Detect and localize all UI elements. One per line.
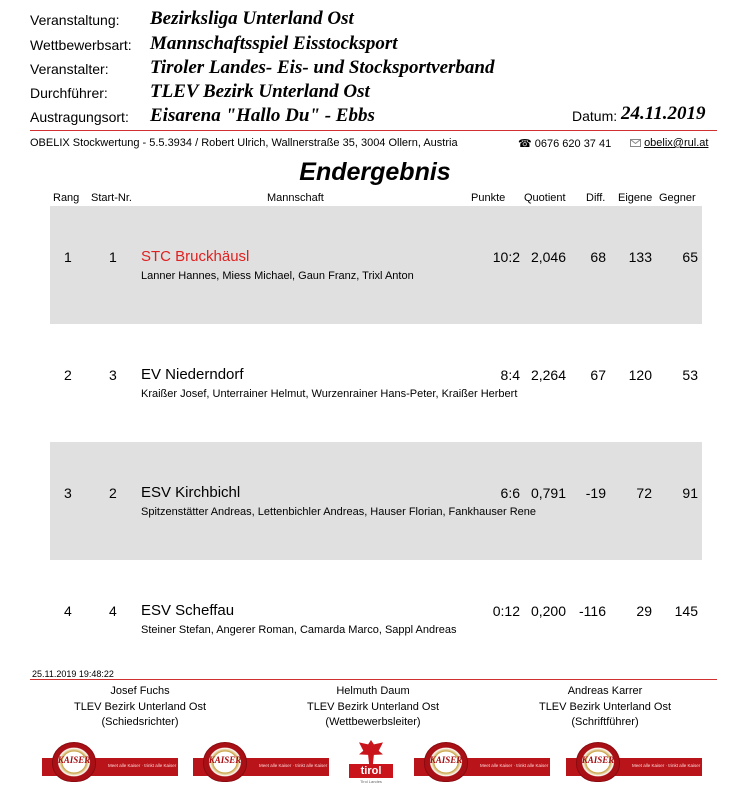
kaiser-slogan: Meet alle Kaiser · trinkt alle Kaiser	[108, 763, 177, 768]
diff-cell: 67	[590, 367, 606, 383]
table-row	[50, 324, 702, 442]
col-header-punkte: Punkte	[471, 192, 506, 204]
kaiser-beer-logo	[42, 740, 178, 784]
print-timestamp: 25.11.2019 19:48:22	[32, 669, 114, 679]
info-value: TLEV Bezirk Unterland Ost	[150, 81, 370, 102]
tirol-subtitle: Tirol Landes	[360, 779, 382, 784]
start-cell: 3	[109, 367, 117, 383]
kaiser-wordmark: KAISER	[57, 755, 91, 765]
team-players: Lanner Hannes, Miess Michael, Gaun Franz, Trixl Anton	[141, 270, 414, 282]
eigene-cell: 29	[636, 603, 652, 619]
team-players: Spitzenstätter Andreas, Lettenbichler Andreas, Hauser Florian, Fankhauser Rene	[141, 506, 537, 518]
envelope-icon	[630, 139, 641, 147]
official-wettbewerbsleiter	[273, 684, 473, 731]
col-header-eigene: Eigene	[618, 192, 653, 204]
quotient-cell: 0,791	[530, 485, 566, 501]
team-name: ESV Kirchbichl	[141, 484, 241, 501]
gegner-cell: 145	[674, 603, 698, 619]
info-label: Wettbewerbsart:	[30, 37, 132, 53]
gegner-cell: 53	[682, 367, 698, 383]
quotient-cell: 0,200	[530, 603, 566, 619]
tirol-wordmark: tirol	[349, 764, 393, 778]
datum-label: Datum:	[572, 108, 618, 124]
diff-cell: -19	[585, 485, 606, 501]
official-name: Josef Fuchs	[110, 685, 170, 697]
team-players: Steiner Stefan, Angerer Roman, Camarda Marco, Sappl Andreas	[141, 624, 457, 636]
email-link[interactable]: obelix@rul.at	[644, 137, 709, 149]
eigene-cell: 72	[636, 485, 652, 501]
gegner-cell: 91	[682, 485, 698, 501]
info-label: Durchführer:	[30, 85, 108, 101]
table-row	[50, 560, 702, 678]
info-value: Mannschaftsspiel Eisstocksport	[150, 33, 398, 54]
punkte-cell: 8:4	[500, 367, 520, 383]
table-row	[50, 442, 702, 560]
team-name: ESV Scheffau	[141, 602, 235, 619]
official-org: TLEV Bezirk Unterland Ost	[538, 700, 672, 713]
kaiser-slogan: Meet alle Kaiser · trinkt alle Kaiser	[480, 763, 549, 768]
info-label: Veranstaltung:	[30, 12, 120, 28]
punkte-cell: 10:2	[492, 249, 520, 265]
start-cell: 1	[109, 249, 117, 265]
official-org: TLEV Bezirk Unterland Ost	[73, 700, 207, 713]
team-players: Kraißer Josef, Unterrainer Helmut, Wurzenrainer Hans-Peter, Kraißer Herbert	[141, 388, 518, 400]
col-header-quotient: Quotient	[524, 192, 566, 204]
eigene-cell: 120	[628, 367, 652, 383]
team-name: STC Bruckhäusl	[141, 248, 250, 265]
gegner-cell: 65	[682, 249, 698, 265]
team-name: EV Niederndorf	[141, 366, 244, 383]
official-name: Andreas Karrer	[567, 685, 643, 697]
phone-number: ☎ 0676 620 37 41	[518, 138, 612, 150]
kaiser-slogan: Meet alle Kaiser · trinkt alle Kaiser	[259, 763, 328, 768]
col-header-team: Mannschaft	[267, 192, 324, 204]
tirol-logo	[349, 740, 393, 784]
info-value: Eisarena "Hallo Du" - Ebbs	[150, 105, 375, 126]
kaiser-beer-logo	[414, 740, 550, 784]
punkte-cell: 6:6	[500, 485, 520, 501]
kaiser-beer-logo	[193, 740, 329, 784]
col-header-start: Start-Nr.	[91, 192, 132, 204]
rang-cell: 3	[64, 485, 72, 501]
quotient-cell: 2,264	[530, 367, 566, 383]
info-label: Austragungsort:	[30, 109, 129, 125]
start-cell: 2	[109, 485, 117, 501]
official-role: (Schiedsrichter)	[101, 716, 179, 728]
kaiser-wordmark: KAISER	[429, 755, 463, 765]
start-cell: 4	[109, 603, 117, 619]
diff-cell: -116	[579, 603, 606, 619]
datum-value: 24.11.2019	[621, 103, 706, 124]
official-name: Helmuth Daum	[336, 685, 410, 697]
info-label: Veranstalter:	[30, 61, 109, 77]
eigene-cell: 133	[628, 249, 652, 265]
quotient-cell: 2,046	[530, 249, 566, 265]
rang-cell: 2	[64, 367, 72, 383]
official-role: (Wettbewerbsleiter)	[325, 716, 421, 728]
email-contact[interactable]	[630, 137, 708, 149]
official-org: TLEV Bezirk Unterland Ost	[306, 700, 440, 713]
col-header-diff: Diff.	[586, 192, 606, 204]
kaiser-beer-logo	[566, 740, 702, 784]
rang-cell: 1	[64, 249, 72, 265]
diff-cell: 68	[590, 249, 606, 265]
col-header-gegner: Gegner	[659, 192, 696, 204]
official-schriftfuehrer	[505, 684, 705, 731]
official-schiedsrichter	[40, 684, 240, 731]
tirol-eagle-icon	[359, 740, 383, 764]
col-header-rang: Rang	[53, 192, 80, 204]
rang-cell: 4	[64, 603, 72, 619]
punkte-cell: 0:12	[492, 603, 520, 619]
software-credit: OBELIX Stockwertung - 5.5.3934 / Robert Ulrich, Wallnerstraße 35, 3004 Ollern, Austria	[30, 137, 458, 149]
info-value: Tiroler Landes- Eis- und Stocksportverband	[150, 57, 495, 78]
kaiser-slogan: Meet alle Kaiser · trinkt alle Kaiser	[632, 763, 701, 768]
table-row	[50, 206, 702, 324]
kaiser-wordmark: KAISER	[208, 755, 242, 765]
info-value: Bezirksliga Unterland Ost	[150, 8, 354, 29]
header-divider	[30, 130, 717, 131]
kaiser-wordmark: KAISER	[581, 755, 615, 765]
footer-divider	[30, 679, 717, 680]
page-title: Endergebnis	[299, 158, 451, 186]
official-role: (Schriftführer)	[571, 716, 639, 728]
